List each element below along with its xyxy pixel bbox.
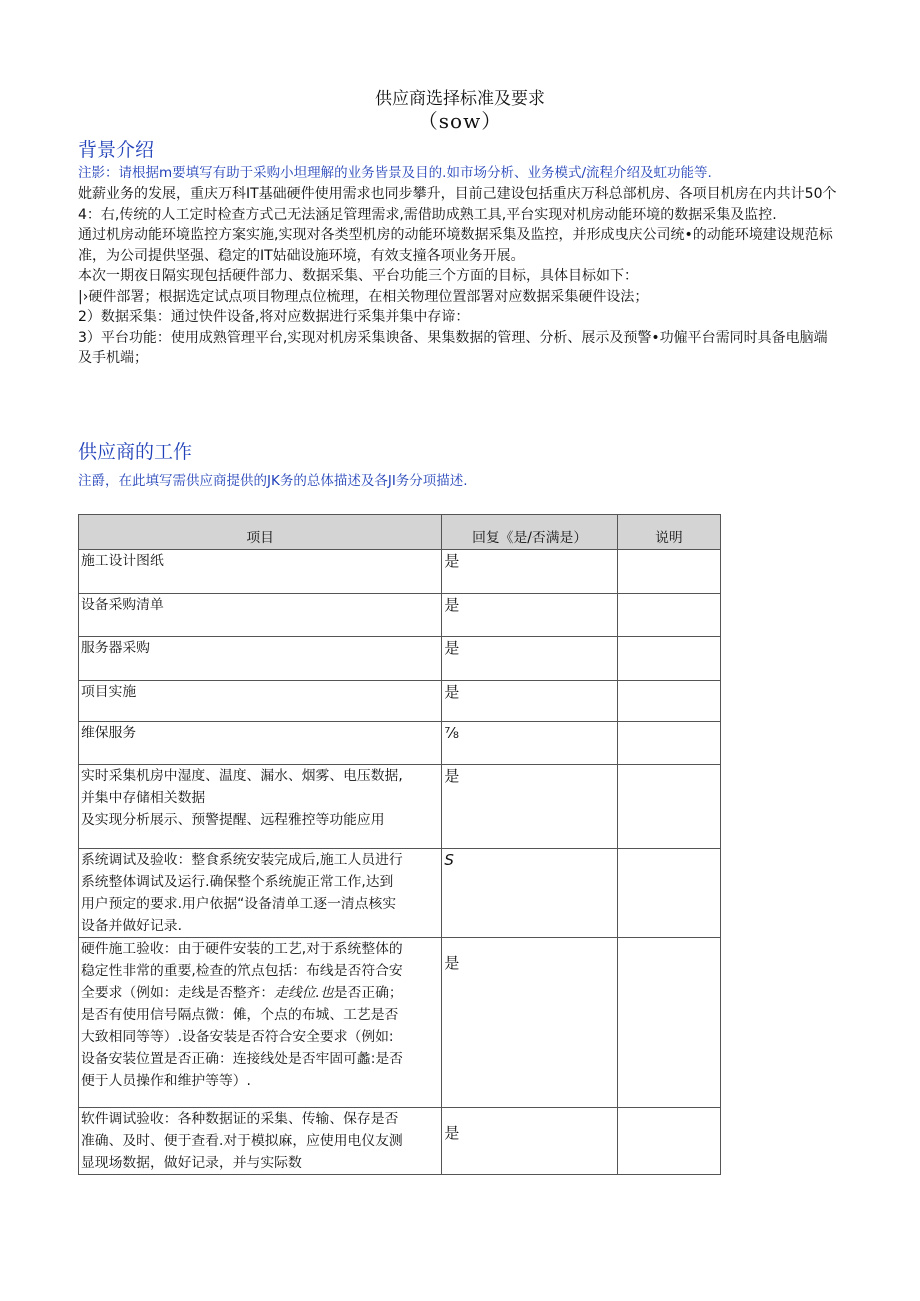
- table-row: [79, 938, 721, 1108]
- item-line: [81, 982, 439, 1004]
- background-note: 注影：请根据m要填写有助于采购小坦理解的业务皆景及目的.如市场分析、业务模式/流程介绍及虹功能等.: [78, 165, 712, 181]
- note-cell: [617, 550, 720, 594]
- background-paragraph: 2）数据采集：通过快件设备,将对应数据进行采集并集中存谛：: [78, 309, 470, 325]
- item-line: 并集中存储相关数据: [81, 790, 206, 806]
- item-line: 是否有使用信号隔点微：傩，个点的布城、工艺是否: [81, 1007, 399, 1023]
- item-line-italic: 走线位.也: [274, 985, 334, 1001]
- reply-cell: 是: [442, 938, 618, 1108]
- reply-cell: 是: [442, 681, 618, 722]
- reply-cell: 是: [442, 594, 618, 637]
- background-body: [78, 184, 838, 369]
- item-cell: 维保服务: [79, 722, 442, 765]
- item-line: 用户预定的要求.用户依据“设备清单工逐一清点核实: [81, 896, 397, 912]
- reply-cell: 是: [442, 637, 618, 681]
- item-line: 系统整体调试及运行.确保整个系统旎正常工作,达到: [81, 874, 394, 890]
- table-row: [79, 1108, 721, 1175]
- item-line: 及实现分析展示、预警提醒、远程雅控等功能应用: [81, 812, 385, 828]
- item-line: 大致相同等等）.设备安装是否符合安全要求（例如:: [81, 1029, 394, 1045]
- table-header-row: [79, 515, 721, 550]
- reply-cell: 是: [442, 550, 618, 594]
- supplier-heading: 供应商的工作: [78, 441, 193, 463]
- item-cell: [79, 849, 442, 938]
- item-cell: [79, 765, 442, 849]
- note-cell: [617, 681, 720, 722]
- background-paragraph: 通过机房动能环境监控方案实施,实现对各类型机房的动能环境数据采集及监控，并形成曳庆公司统•的动能环境建设规范标准，为公司提供坚强、稳定的IT姑础设施环境，有效支撞各项业务开展。: [78, 227, 833, 264]
- table-row: [79, 722, 721, 765]
- column-header-reply: 回复《是/否满是）: [442, 515, 618, 550]
- item-line: 实时采集机房中湿度、温度、漏水、烟雾、电压数据,: [81, 768, 403, 784]
- item-line: 硬件施工验收：由于硬件安装的工艺,对于系统整体的: [81, 941, 403, 957]
- item-line: 软件调试验收：各种数据证的采集、传输、保存是否: [81, 1111, 399, 1127]
- item-line: 稳定性非常的重要,检查的笊点包括：布线是否符合安: [81, 963, 403, 979]
- note-cell: [617, 938, 720, 1108]
- table-row: [79, 550, 721, 594]
- item-line: 系统调试及验收：整食系统安装完成后,施工人员进行: [81, 852, 403, 868]
- item-line-part: 是否正确；: [333, 985, 403, 1001]
- table-row: [79, 849, 721, 938]
- table-row: [79, 681, 721, 722]
- item-cell: [79, 1108, 442, 1175]
- table-row: [79, 637, 721, 681]
- background-paragraph: 本次一期夜日隔实现包括硬件部力、数据采集、平台功能三个方面的目标，具体目标如下：: [78, 268, 638, 284]
- item-line-part: 全要求（例如：走线是否整齐：: [81, 985, 275, 1001]
- note-cell: [617, 1108, 720, 1175]
- document-title: 供应商选择标准及要求: [375, 89, 545, 109]
- background-paragraph: 妣薪业务的发展，重庆万科IT基础硬件使用需求也同步攀升，目前己建设包括重庆万科总部机房、各项目机房在内共计50个4：右,传统的人工定时检查方式己无法涵足管理需求,需借助成熟工具,平台实现对机房动能环境的数据采集及监控.: [78, 186, 837, 223]
- item-cell: 项目实施: [79, 681, 442, 722]
- reply-cell: 是: [442, 765, 618, 849]
- item-line: 显现场数据，做好记录，并与实际数: [81, 1155, 302, 1171]
- supplier-note: 注爵，在此填写需供应商提供的JK务的总体描述及各JI务分项描述.: [78, 473, 468, 489]
- note-cell: [617, 637, 720, 681]
- reply-cell: ⅞: [442, 722, 618, 765]
- background-heading: 背景介绍: [78, 139, 155, 161]
- note-cell: [617, 594, 720, 637]
- item-cell: 服务器采购: [79, 637, 442, 681]
- document-subtitle: （sow）: [417, 109, 503, 133]
- item-cell: 施工设计图纸: [79, 550, 442, 594]
- table-row: [79, 594, 721, 637]
- item-line: 准确、及时、便于查看.对于模拟麻，应使用电仪友测: [81, 1133, 403, 1149]
- item-line: 设备并做好记录.: [81, 918, 182, 934]
- item-line: 设备安装位置是否正确：连接线处是否牢固可蠡:是否: [81, 1051, 403, 1067]
- item-cell: 设备采购清单: [79, 594, 442, 637]
- background-paragraph: |›硬件部署；根据选定试点项目物理点位梳理，在相关物理位置部署对应数据采集硬件设法；: [78, 288, 649, 305]
- background-paragraph: 3）平台功能：使用成熟管理平台,实现对机房采集谀备、果集数据的管理、分析、展示及预警•功僱平台需同时具备电脑端及手机端；: [78, 329, 828, 366]
- note-cell: [617, 722, 720, 765]
- reply-cell: 是: [442, 1108, 618, 1175]
- column-header-item: 项目: [79, 515, 442, 550]
- note-cell: [617, 765, 720, 849]
- item-line: 便于人员操作和维护等等）.: [81, 1073, 251, 1089]
- sow-table: [78, 514, 721, 1175]
- item-cell: [79, 938, 442, 1108]
- table-row: [79, 765, 721, 849]
- note-cell: [617, 849, 720, 938]
- column-header-note: 说明: [617, 515, 720, 550]
- reply-cell: S: [442, 849, 618, 938]
